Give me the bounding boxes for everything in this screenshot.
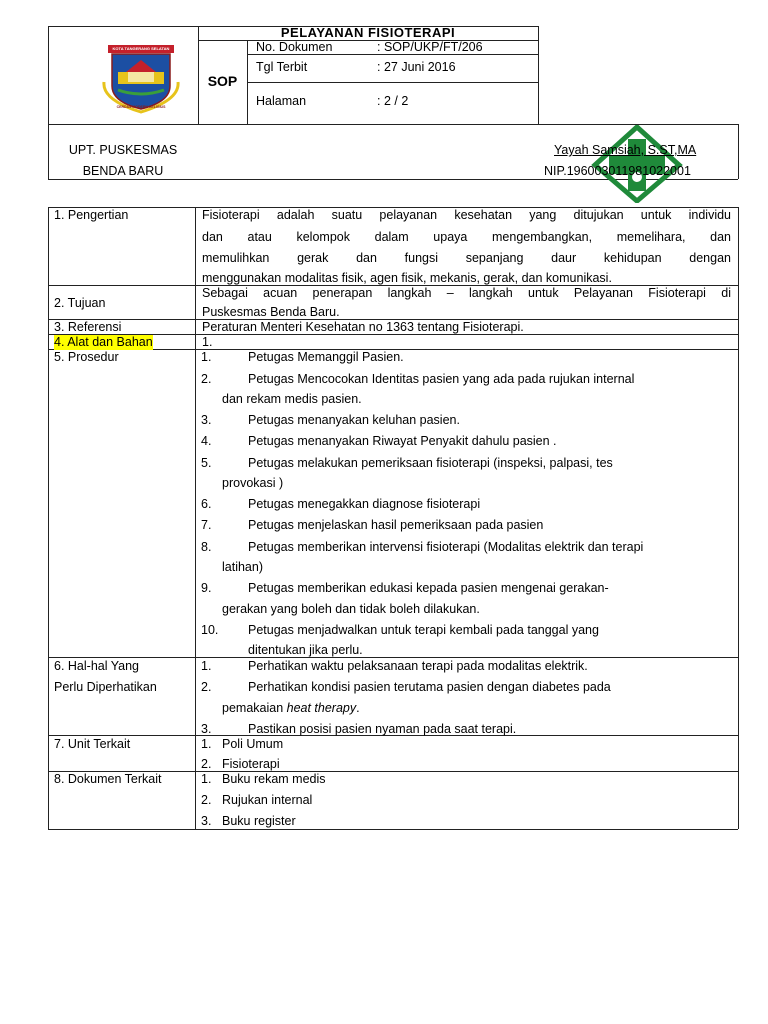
alat-text: 1. bbox=[202, 335, 213, 349]
step-text: Petugas melakukan pemeriksaan fisioterapi (inspeksi, palpasi, tes bbox=[248, 456, 613, 470]
unit-text: Poli Umum bbox=[222, 737, 284, 751]
hal-text-em: heat therapy bbox=[286, 701, 357, 715]
step-text: Petugas memberikan edukasi kepada pasien mengenai gerakan- bbox=[248, 581, 609, 595]
dokumen-text: Rujukan internal bbox=[222, 793, 313, 807]
step-number: 8. bbox=[201, 540, 212, 554]
page-label: Halaman bbox=[256, 94, 307, 108]
dokumen-label: 8. Dokumen Terkait bbox=[54, 772, 162, 786]
unit-text: Fisioterapi bbox=[222, 757, 280, 771]
logo-text: KOTA TANGERANG SELATAN bbox=[112, 46, 170, 51]
step-text: Petugas menanyakan keluhan pasien. bbox=[248, 413, 460, 427]
hal-label-line1: 6. Hal-hal Yang bbox=[54, 659, 140, 673]
doc-number-value: : SOP/UKP/FT/206 bbox=[377, 40, 483, 54]
doc-number-label: No. Dokumen bbox=[256, 40, 333, 54]
unit-number: 1. bbox=[201, 737, 212, 751]
pengertian-line: memulihkan gerak dan fungsi sepanjang daur kehidupan dengan bbox=[202, 251, 731, 265]
step-text-cont: dan rekam medis pasien. bbox=[222, 392, 362, 406]
hal-number: 1. bbox=[201, 659, 212, 673]
tujuan-label: 2. Tujuan bbox=[54, 296, 106, 310]
step-number: 6. bbox=[201, 497, 212, 511]
org-name-line1: UPT. PUSKESMAS bbox=[68, 143, 178, 157]
step-text-cont: gerakan yang boleh dan tidak boleh dilakukan. bbox=[222, 602, 480, 616]
hal-text: Perhatikan kondisi pasien terutama pasien dengan diabetes pada bbox=[248, 680, 611, 694]
step-text: Petugas menanyakan Riwayat Penyakit dahulu pasien . bbox=[248, 434, 557, 448]
dokumen-text: Buku rekam medis bbox=[222, 772, 326, 786]
hal-label-line2: Perlu Diperhatikan bbox=[54, 680, 157, 694]
unit-label: 7. Unit Terkait bbox=[54, 737, 131, 751]
hal-text: Pastikan posisi pasien nyaman pada saat terapi. bbox=[248, 722, 517, 736]
step-text-cont: latihan) bbox=[222, 560, 263, 574]
step-number: 7. bbox=[201, 518, 212, 532]
step-number: 2. bbox=[201, 372, 212, 386]
pengertian-label: 1. Pengertian bbox=[54, 208, 129, 222]
step-text: Petugas Mencocokan Identitas pasien yang ada pada rujukan internal bbox=[248, 372, 635, 386]
hal-text: Perhatikan waktu pelaksanaan terapi pada modalitas elektrik. bbox=[248, 659, 588, 673]
pengertian-line: dan atau kelompok dalam upaya mengembangkan, memelihara, dan bbox=[202, 230, 731, 244]
org-name-line2: BENDA BARU bbox=[82, 164, 164, 178]
hal-number: 2. bbox=[201, 680, 212, 694]
step-text: Petugas Memanggil Pasien. bbox=[248, 350, 404, 364]
step-text: Petugas memberikan intervensi fisioterapi (Modalitas elektrik dan terapi bbox=[248, 540, 644, 554]
signer-name: Yayah Samsiah, S.ST,MA bbox=[554, 143, 697, 157]
pengertian-line: Fisioterapi adalah suatu pelayanan kesehatan yang ditujukan untuk individu bbox=[202, 208, 731, 222]
signer-nip: NIP.196003011981022001 bbox=[544, 164, 691, 178]
prosedur-label: 5. Prosedur bbox=[54, 350, 119, 364]
unit-number: 2. bbox=[201, 757, 212, 771]
hal-text-post: . bbox=[356, 701, 360, 715]
dokumen-text: Buku register bbox=[222, 814, 296, 828]
step-number: 10. bbox=[201, 623, 219, 637]
city-logo bbox=[98, 42, 202, 114]
referensi-text: Peraturan Menteri Kesehatan no 1363 tentang Fisioterapi. bbox=[202, 320, 524, 334]
pengertian-line: menggunakan modalitas fisik, agen fisik, mekanis, gerak, dan komunikasi. bbox=[202, 271, 612, 285]
dokumen-number: 1. bbox=[201, 772, 212, 786]
step-number: 4. bbox=[201, 434, 212, 448]
dokumen-number: 3. bbox=[201, 814, 212, 828]
step-text: Petugas menegakkan diagnose fisioterapi bbox=[248, 497, 481, 511]
document-title: PELAYANAN FISIOTERAPI bbox=[280, 25, 456, 40]
step-text-cont: ditentukan jika perlu. bbox=[248, 643, 363, 657]
step-number: 9. bbox=[201, 581, 212, 595]
sop-label: SOP bbox=[207, 73, 238, 89]
step-number: 5. bbox=[201, 456, 212, 470]
page-value: : 2 / 2 bbox=[377, 94, 409, 108]
referensi-label: 3. Referensi bbox=[54, 320, 122, 334]
step-text: Petugas menjelaskan hasil pemeriksaan pada pasien bbox=[248, 518, 544, 532]
issue-date-label: Tgl Terbit bbox=[256, 60, 308, 74]
dokumen-number: 2. bbox=[201, 793, 212, 807]
hal-number: 3. bbox=[201, 722, 212, 736]
issue-date-value: : 27 Juni 2016 bbox=[377, 60, 456, 74]
step-number: 3. bbox=[201, 413, 212, 427]
logo-motto: CERDAS MODERN RELIGIUS bbox=[116, 105, 166, 109]
step-text: Petugas menjadwalkan untuk terapi kembali pada tanggal yang bbox=[248, 623, 599, 637]
tujuan-line: Puskesmas Benda Baru. bbox=[202, 305, 340, 319]
step-text-cont: provokasi ) bbox=[222, 476, 284, 490]
alat-label: 4. Alat dan Bahan bbox=[54, 335, 153, 349]
tujuan-line: Sebagai acuan penerapan langkah – langkah untuk Pelayanan Fisioterapi di bbox=[202, 286, 731, 300]
hal-text-pre: pemakaian bbox=[222, 701, 287, 715]
hal-text-cont bbox=[222, 701, 360, 716]
step-number: 1. bbox=[201, 350, 212, 364]
